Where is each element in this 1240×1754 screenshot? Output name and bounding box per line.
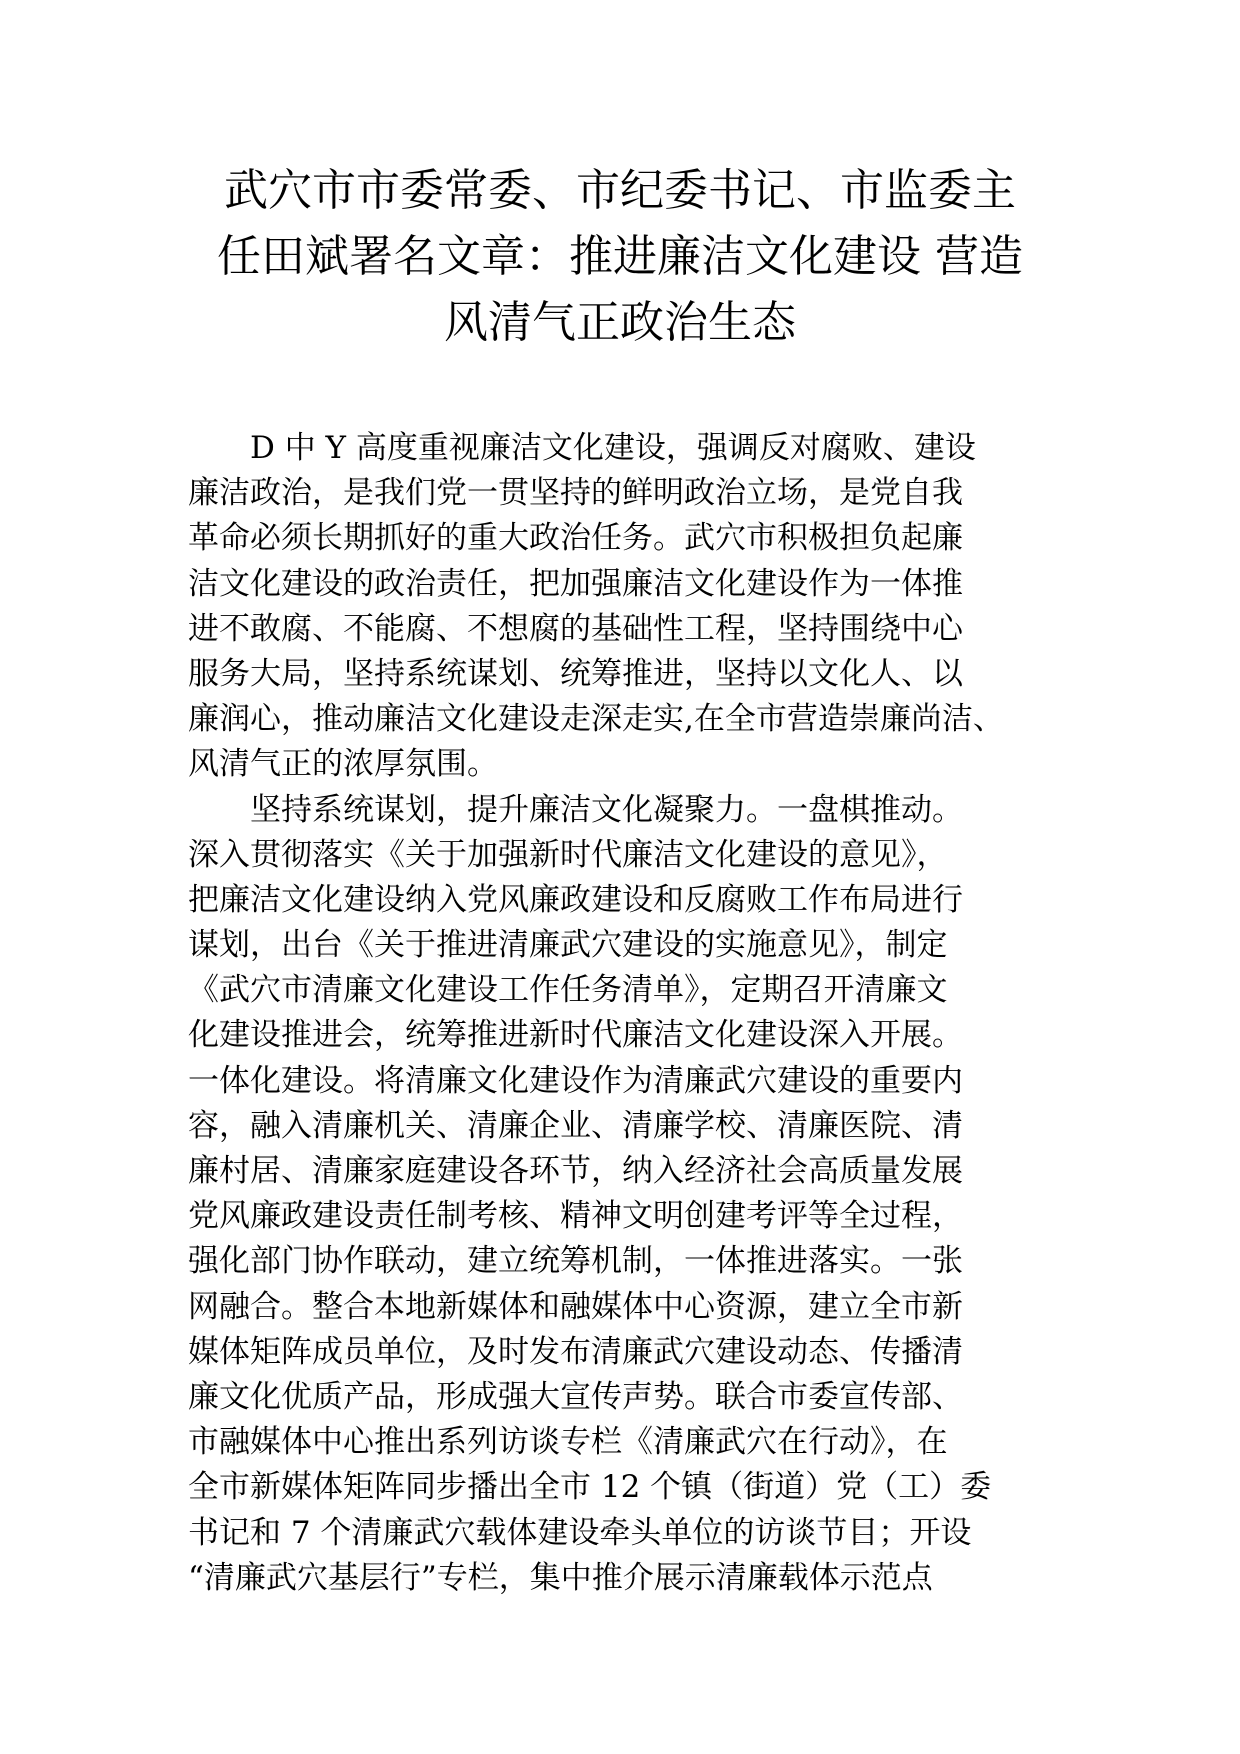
- title-line: 武穴市市委常委、市纪委书记、市监委主: [224, 165, 1016, 216]
- paragraph-1-line: 革命必须长期抓好的重大政治任务。武穴市积极担负起廉: [188, 520, 963, 557]
- paragraph-2-line: 化建设推进会，统筹推进新时代廉洁文化建设深入开展。: [188, 1017, 963, 1054]
- paragraph-2-line: 《武穴市清廉文化建设工作任务清单》，定期召开清廉文: [188, 972, 948, 1009]
- paragraph-2-line: 党风廉政建设责任制考核、精神文明创建考评等全过程，: [188, 1198, 963, 1235]
- paragraph-2-line: 全市新媒体矩阵同步播出全市 12 个镇（街道）党（工）委: [188, 1469, 992, 1506]
- paragraph-1-line: 服务大局，坚持系统谋划、统筹推进，坚持以文化人、以: [188, 655, 963, 692]
- paragraph-1-line: 风清气正的浓厚氛围。: [188, 746, 498, 783]
- paragraph-2-line: 谋划，出台《关于推进清廉武穴建设的实施意见》，制定: [188, 927, 948, 964]
- paragraph-1-line: 洁文化建设的政治责任，把加强廉洁文化建设作为一体推: [188, 565, 963, 602]
- paragraph-1-line: 廉洁政治，是我们党一贯坚持的鲜明政治立场，是党自我: [188, 475, 963, 512]
- paragraph-2-line: 廉村居、清廉家庭建设各环节，纳入经济社会高质量发展: [188, 1153, 963, 1189]
- paragraph-1-line: D 中 Y 高度重视廉洁文化建设，强调反对腐败、建设: [250, 430, 976, 466]
- article-title: [150, 158, 1090, 356]
- paragraph-2-line: 媒体矩阵成员单位，及时发布清廉武穴建设动态、传播清: [188, 1333, 963, 1370]
- title-line: 风清气正政治生态: [444, 297, 796, 348]
- paragraph-2-line: 书记和 7 个清廉武穴载体建设牵头单位的访谈节目；开设: [188, 1514, 972, 1551]
- paragraph-2-line: 网融合。整合本地新媒体和融媒体中心资源，建立全市新: [188, 1288, 963, 1325]
- paragraph-1-line: 廉润心，推动廉洁文化建设走深走实,在全市营造崇廉尚洁、: [188, 701, 1004, 738]
- article-body: [188, 426, 1058, 1601]
- paragraph-2-line: 深入贯彻落实《关于加强新时代廉洁文化建设的意见》，: [188, 836, 948, 873]
- paragraph-2-line: 一体化建设。将清廉文化建设作为清廉武穴建设的重要内: [188, 1062, 963, 1099]
- paragraph-2-line: 把廉洁文化建设纳入党风廉政建设和反腐败工作布局进行: [188, 881, 963, 918]
- paragraph-2-line: “清廉武穴基层行”专栏，集中推介展示清廉载体示范点: [188, 1559, 933, 1596]
- title-line: 任田斌署名文章：推进廉洁文化建设 营造: [217, 231, 1023, 282]
- paragraph-2-line: 容，融入清廉机关、清廉企业、清廉学校、清廉医院、清: [188, 1107, 963, 1144]
- paragraph-2-line: 廉文化优质产品，形成强大宣传声势。联合市委宣传部、: [188, 1378, 963, 1415]
- paragraph-2-line: 坚持系统谋划，提升廉洁文化凝聚力。一盘棋推动。: [250, 791, 963, 828]
- paragraph-2-line: 强化部门协作联动，建立统筹机制，一体推进落实。一张: [188, 1243, 963, 1280]
- paragraph-1-line: 进不敢腐、不能腐、不想腐的基础性工程，坚持围绕中心: [188, 610, 963, 647]
- paragraph-2-line: 市融媒体中心推出系列访谈专栏《清廉武穴在行动》，在: [188, 1424, 948, 1461]
